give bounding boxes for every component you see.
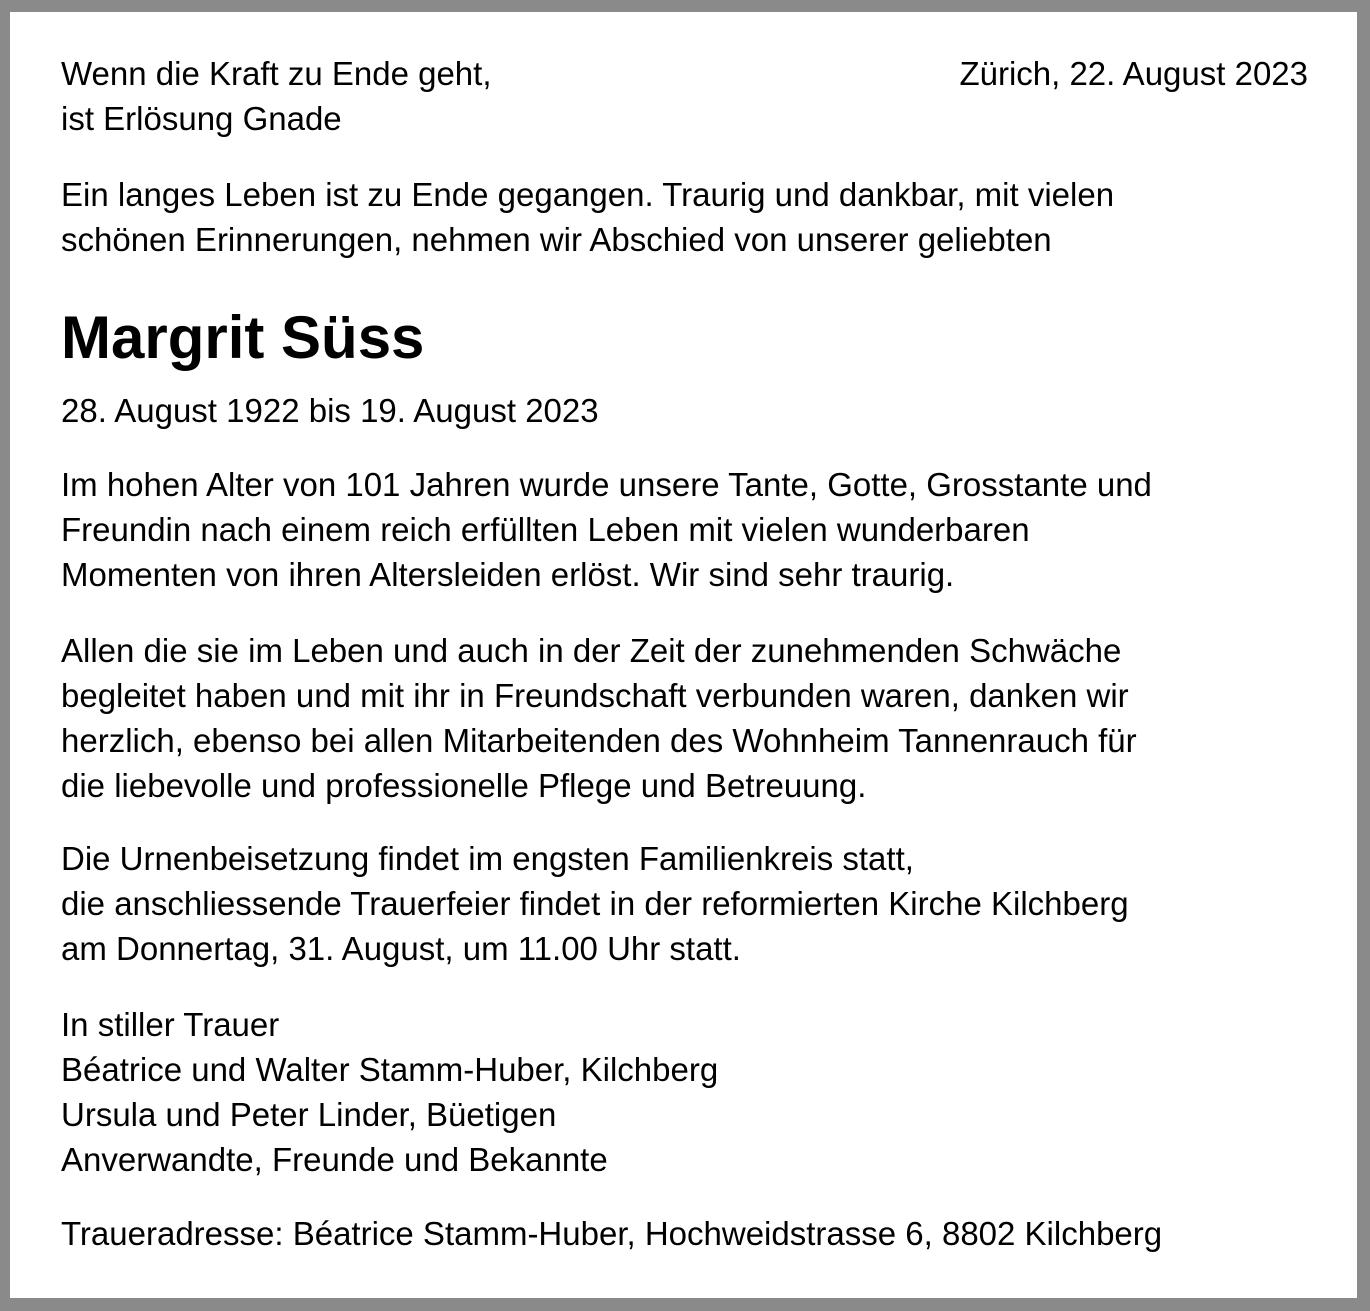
intro-line: schönen Erinnerungen, nehmen wir Abschied von unserer geliebten <box>61 221 1052 258</box>
paragraph-line: die liebevolle und professionelle Pflege und Betreuung. <box>61 767 867 804</box>
motto-line: ist Erlösung Gnade <box>61 100 342 137</box>
paragraph-line: Allen die sie im Leben und auch in der Zeit der zunehmenden Schwäche <box>61 632 1122 669</box>
paragraph-line: Momenten von ihren Altersleiden erlöst. Wir sind sehr traurig. <box>61 556 955 593</box>
paragraph-funeral <box>61 836 1129 971</box>
paragraph-line: Freundin nach einem reich erfüllten Leben mit vielen wunderbaren <box>61 511 1030 548</box>
obituary-notice <box>10 12 1357 1298</box>
mourners-heading: In stiller Trauer <box>61 1006 280 1043</box>
place-and-date: Zürich, 22. August 2023 <box>959 55 1308 92</box>
paragraph-line: Die Urnenbeisetzung findet im engsten Familienkreis statt, <box>61 840 914 877</box>
intro-text <box>61 172 1114 262</box>
paragraph-line: herzlich, ebenso bei allen Mitarbeitenden des Wohnheim Tannenrauch für <box>61 722 1137 759</box>
paragraph-line: Im hohen Alter von 101 Jahren wurde unsere Tante, Gotte, Grosstante und <box>61 466 1152 503</box>
mourner-line: Ursula und Peter Linder, Büetigen <box>61 1096 557 1133</box>
paragraph-line: die anschliessende Trauerfeier findet in der reformierten Kirche Kilchberg <box>61 885 1129 922</box>
paragraph-passing <box>61 462 1152 597</box>
lifespan-dates: 28. August 1922 bis 19. August 2023 <box>61 392 599 429</box>
mourner-line: Béatrice und Walter Stamm-Huber, Kilchberg <box>61 1051 719 1088</box>
motto-line: Wenn die Kraft zu Ende geht, <box>61 55 492 92</box>
motto <box>61 51 492 141</box>
paragraph-line: begleitet haben und mit ihr in Freundschaft verbunden waren, danken wir <box>61 677 1129 714</box>
intro-line: Ein langes Leben ist zu Ende gegangen. Traurig und dankbar, mit vielen <box>61 176 1115 213</box>
mourners-list <box>61 1002 718 1182</box>
mourning-address: Traueradresse: Béatrice Stamm-Huber, Hochweidstrasse 6, 8802 Kilchberg <box>61 1215 1163 1252</box>
deceased-name: Margrit Süss <box>61 304 425 371</box>
paragraph-thanks <box>61 628 1137 808</box>
mourner-line: Anverwandte, Freunde und Bekannte <box>61 1141 608 1178</box>
paragraph-line: am Donnertag, 31. August, um 11.00 Uhr statt. <box>61 930 741 967</box>
